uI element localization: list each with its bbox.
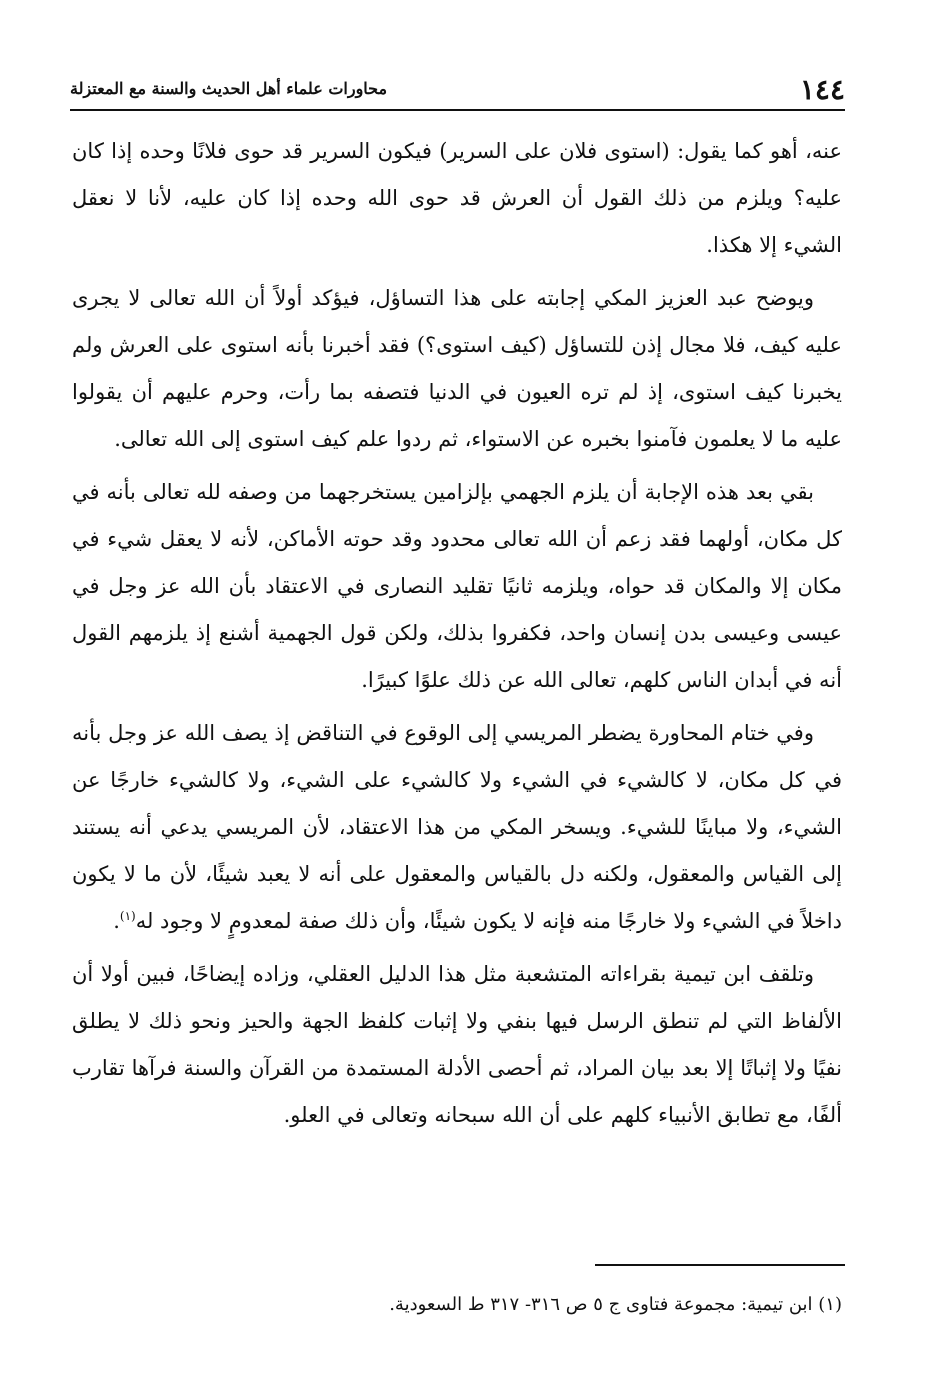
running-header xyxy=(70,72,845,108)
page-number: ١٤٤ xyxy=(799,73,845,106)
main-text xyxy=(72,128,842,1145)
footnote-divider xyxy=(595,1264,845,1266)
footnote-reference[interactable]: (١) xyxy=(119,909,136,923)
paragraph-3: بقي بعد هذه الإجابة أن يلزم الجهمي بإلزامين يستخرجهما من وصفه لله تعالى بأنه في كل مكان، أولهما فقد زعم أن الله تعالى محدود وقد حوته الأماكن، لأنه لا يعقل شيء في مكان إلا والمكان قد حواه، ويلزمه ثانيًا تقليد النصارى في الاعتقاد بأن الله عز وجل في عيسى وعيسى بدن إنسان واحد، فكفروا بذلك، ولكن قول الجهمية أشنع إذ يلزمهم القول أنه في أبدان الناس كلهم، تعالى الله عن ذلك علوًا كبيرًا. xyxy=(72,480,842,692)
header-divider xyxy=(70,109,845,111)
paragraph-5: وتلقف ابن تيمية بقراءاته المتشعبة مثل هذا الدليل العقلي، وزاده إيضاحًا، فبين أولا أن الألفاظ التي لم تنطق الرسل فيها بنفي ولا إثبات كلفظ الجهة والحيز ونحو ذلك لا يطلق نفيًا ولا إثباتًا إلا بعد بيان المراد، ثم أحصى الأدلة المستمدة من القرآن والسنة فرآها تقارب ألفًا، مع تطابق الأنبياء كلهم على أن الله سبحانه وتعالى في العلو. xyxy=(72,962,842,1127)
paragraph-2: ويوضح عبد العزيز المكي إجابته على هذا التساؤل، فيؤكد أولاً أن الله تعالى لا يجرى عليه كيف، فلا مجال إذن للتساؤل (كيف استوى؟) فقد أخبرنا بأنه استوى على العرش ولم يخبرنا كيف استوى، إذ لم تره العيون في الدنيا فتصفه بما رأت، وحرم عليهم أن يقولوا عليه ما لا يعلمون فآمنوا بخبره عن الاستواء، ثم ردوا علم كيف استوى إلى الله تعالى. xyxy=(72,286,842,451)
paragraph-4 xyxy=(72,710,842,945)
paragraph-1: عنه، أهو كما يقول: (استوى فلان على السرير) فيكون السرير قد حوى فلانًا وحده إذا كان عليه؟ ويلزم من ذلك القول أن العرش قد حوى الله وحده إذا كان عليه، لأنا لا نعقل الشيء إلا هكذا. xyxy=(72,139,842,257)
footnote-1: (١) ابن تيمية: مجموعة فتاوى ج ٥ ص ٣١٦- ٣١٧ ط السعودية. xyxy=(389,1294,842,1315)
paragraph-4-text: وفي ختام المحاورة يضطر المريسي إلى الوقوع في التناقض إذ يصف الله عز وجل بأنه في كل مكان، لا كالشيء في الشيء ولا كالشيء على الشيء، ولا كالشيء خارجًا عن الشيء، ولا مباينًا للشيء. ويسخر المكي من هذا الاعتقاد، لأن المريسي يدعي أنه يستند إلى القياس والمعقول، ولكنه دل بالقياس والمعقول على أنه لا يعبد شيئًا، لأن ما لا يكون داخلاً في الشيء ولا خارجًا منه فإنه لا يكون شيئًا، وأن ذلك صفة لمعدومٍ لا وجود له xyxy=(72,721,842,933)
running-title: محاورات علماء أهل الحديث والسنة مع المعتزلة xyxy=(70,79,388,98)
paragraph-4-end: . xyxy=(113,909,120,933)
